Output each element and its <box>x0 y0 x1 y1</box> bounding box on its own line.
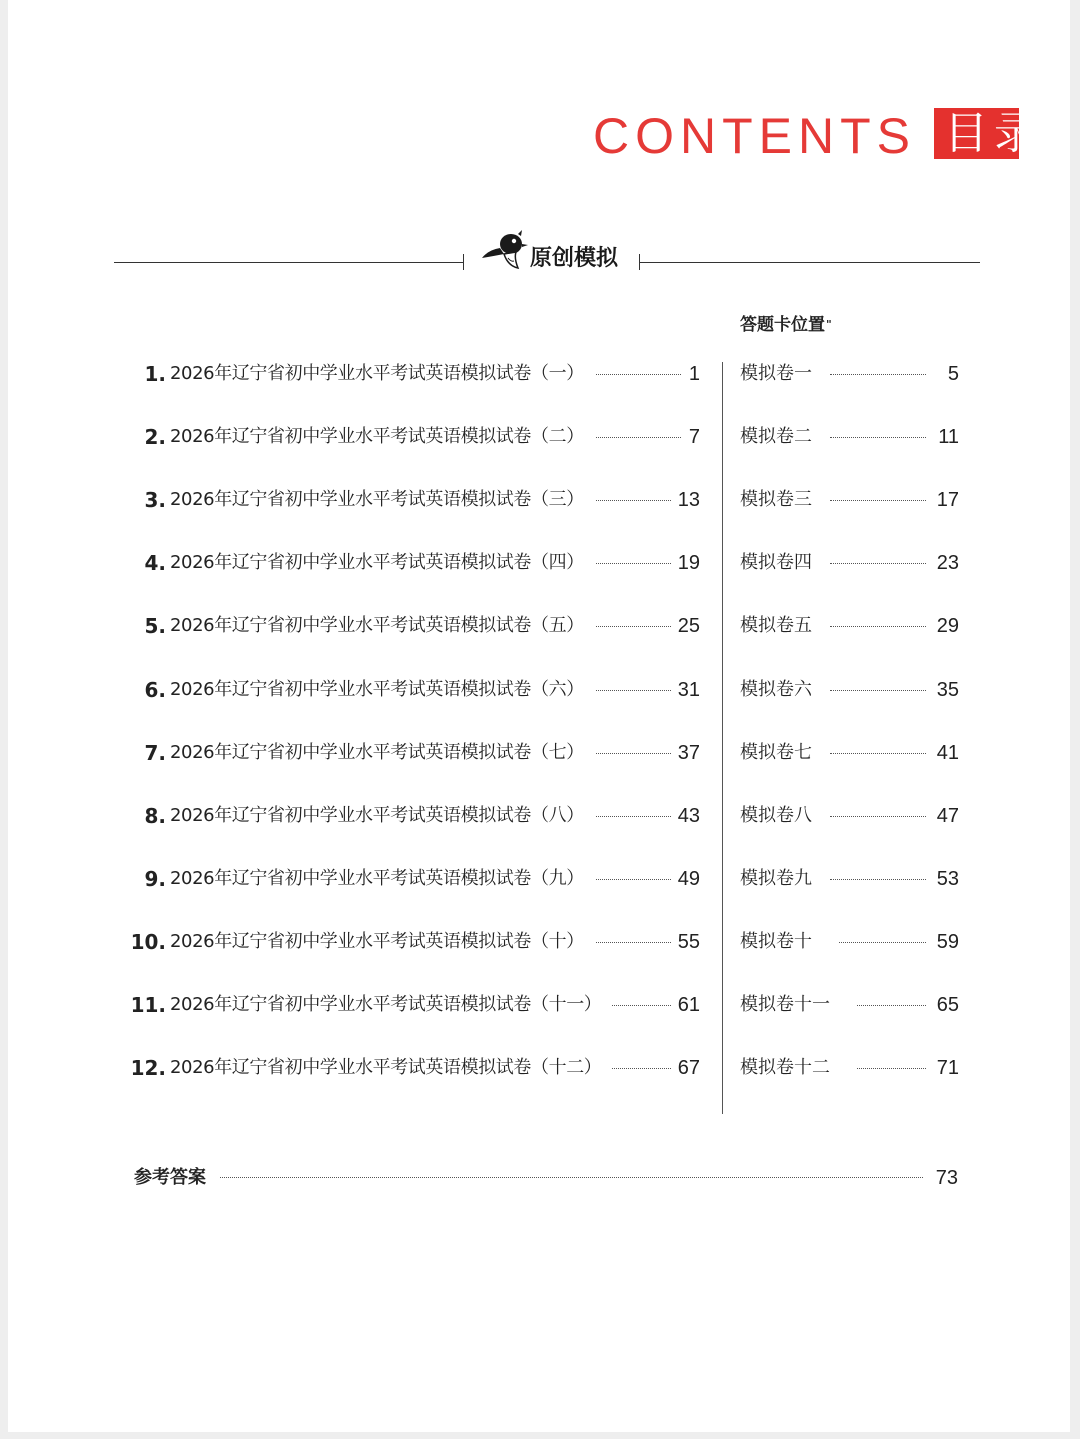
answer-card-page-number: 29 <box>936 615 959 637</box>
toc-item-page-number: 25 <box>677 615 700 637</box>
mulu-badge: 目录 <box>934 108 1019 159</box>
toc-item-number: 5. <box>144 614 166 638</box>
section-title: 原创模拟 <box>530 246 619 271</box>
answer-card-page-number: 59 <box>936 931 959 953</box>
answer-card-item-label: 模拟卷十一 <box>740 994 830 1015</box>
answer-card-item-label: 模拟卷六 <box>740 679 812 700</box>
answer-card-item-label: 模拟卷四 <box>740 552 812 573</box>
toc-page <box>8 0 1070 1432</box>
toc-item-page-number: 31 <box>677 679 700 701</box>
answer-card-item-label: 模拟卷十 <box>740 931 812 952</box>
toc-item-title[interactable]: 2026年辽宁省初中学业水平考试英语模拟试卷（九） <box>170 868 584 889</box>
contents-heading: CONTENTS <box>593 108 916 164</box>
toc-item-number: 9. <box>144 867 166 891</box>
toc-item-page-number: 7 <box>688 426 700 448</box>
toc-item-title[interactable]: 2026年辽宁省初中学业水平考试英语模拟试卷（一） <box>170 363 584 384</box>
answers-leader-dots <box>220 1177 923 1178</box>
toc-item-page-number: 1 <box>688 363 700 385</box>
answer-card-page-number: 47 <box>936 805 959 827</box>
answer-card-item-label: 模拟卷七 <box>740 742 812 763</box>
divider-left <box>114 262 464 263</box>
toc-item-title[interactable]: 2026年辽宁省初中学业水平考试英语模拟试卷（十二） <box>170 1057 602 1078</box>
answer-card-header <box>740 312 832 338</box>
toc-item-page-number: 67 <box>677 1057 700 1079</box>
toc-item-number: 2. <box>144 425 166 449</box>
toc-item-number: 3. <box>144 488 166 512</box>
toc-item-title[interactable]: 2026年辽宁省初中学业水平考试英语模拟试卷（三） <box>170 489 584 510</box>
toc-item-number: 11. <box>130 993 166 1017</box>
toc-item-title[interactable]: 2026年辽宁省初中学业水平考试英语模拟试卷（七） <box>170 742 584 763</box>
toc-item-page-number: 61 <box>677 994 700 1016</box>
toc-item-number: 6. <box>144 678 166 702</box>
toc-item-page-number: 19 <box>677 552 700 574</box>
answer-card-item-label: 模拟卷三 <box>740 489 812 510</box>
divider-right <box>640 262 980 263</box>
toc-item-page-number: 49 <box>677 868 700 890</box>
answer-card-item-label: 模拟卷二 <box>740 426 812 447</box>
answers-label: 参考答案 <box>134 1167 206 1188</box>
bird-mascot-icon <box>478 228 528 274</box>
answer-card-page-number: 71 <box>936 1057 959 1079</box>
answer-card-item-label: 模拟卷五 <box>740 615 812 636</box>
answer-card-page-number: 53 <box>936 868 959 890</box>
toc-item-page-number: 55 <box>677 931 700 953</box>
answer-card-tick: " <box>826 318 832 331</box>
answer-card-item-label: 模拟卷九 <box>740 868 812 889</box>
answer-card-page-number: 41 <box>936 742 959 764</box>
answer-card-page-number: 35 <box>936 679 959 701</box>
toc-item-title[interactable]: 2026年辽宁省初中学业水平考试英语模拟试卷（十一） <box>170 994 602 1015</box>
toc-item-number: 12. <box>130 1056 166 1080</box>
toc-item-number: 4. <box>144 551 166 575</box>
toc-item-number: 7. <box>144 741 166 765</box>
toc-item-number: 8. <box>144 804 166 828</box>
answers-page-number: 73 <box>935 1167 958 1189</box>
column-separator <box>722 362 723 1114</box>
answer-card-page-number: 23 <box>936 552 959 574</box>
divider-left-cap <box>463 254 464 270</box>
answer-card-page-number: 65 <box>936 994 959 1016</box>
toc-item-page-number: 43 <box>677 805 700 827</box>
answer-card-item-label: 模拟卷八 <box>740 805 812 826</box>
answer-card-page-number: 5 <box>947 363 959 385</box>
toc-item-number: 10. <box>130 930 166 954</box>
answer-card-item-label: 模拟卷一 <box>740 363 812 384</box>
toc-item-page-number: 13 <box>677 489 700 511</box>
toc-item-title[interactable]: 2026年辽宁省初中学业水平考试英语模拟试卷（五） <box>170 615 584 636</box>
answer-card-item-label: 模拟卷十二 <box>740 1057 830 1078</box>
answer-card-page-number: 11 <box>938 426 959 448</box>
toc-item-title[interactable]: 2026年辽宁省初中学业水平考试英语模拟试卷（十） <box>170 931 584 952</box>
toc-item-page-number: 37 <box>677 742 700 764</box>
toc-item-title[interactable]: 2026年辽宁省初中学业水平考试英语模拟试卷（四） <box>170 552 584 573</box>
toc-item-title[interactable]: 2026年辽宁省初中学业水平考试英语模拟试卷（六） <box>170 679 584 700</box>
toc-item-title[interactable]: 2026年辽宁省初中学业水平考试英语模拟试卷（二） <box>170 426 584 447</box>
toc-item-title[interactable]: 2026年辽宁省初中学业水平考试英语模拟试卷（八） <box>170 805 584 826</box>
toc-item-number: 1. <box>144 362 166 386</box>
answer-card-header-text: 答题卡位置 <box>740 315 825 335</box>
answer-card-page-number: 17 <box>936 489 959 511</box>
